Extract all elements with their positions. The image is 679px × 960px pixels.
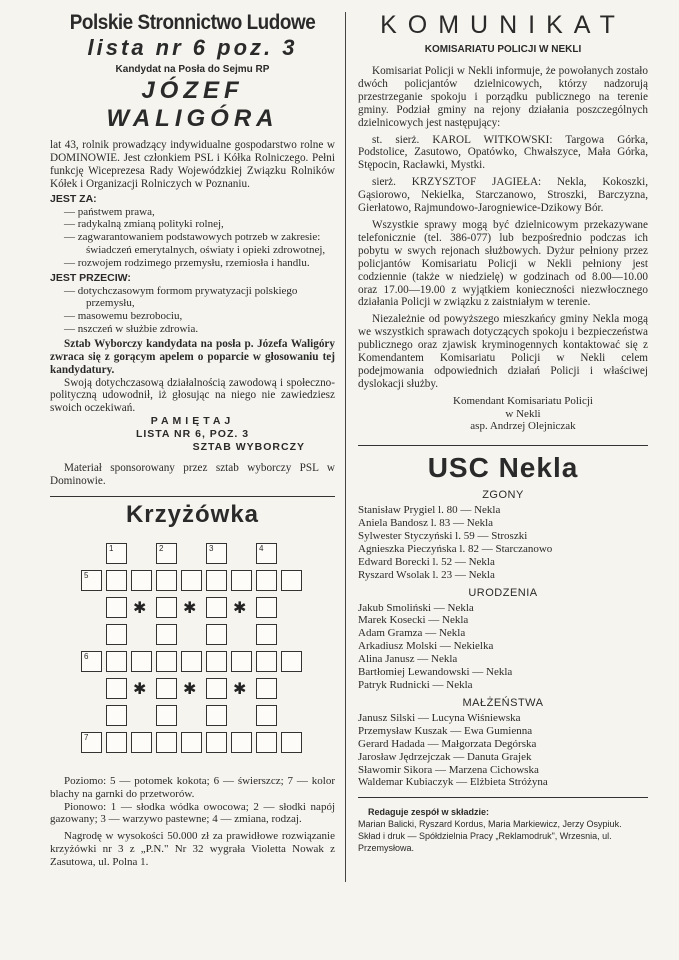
cell-number: 7 [84,733,89,743]
list-item: — zagwarantowaniem podstawowych potrzeb w zakresie: świadczeń emerytalnych, oświaty i opieki zdrowotnej, [64,231,335,257]
komunikat-p3: sierż. KRZYSZTOF JAGIEŁA: Nekla, Kokoszki, Gąsiorowo, Nekielka, Starczanowo, Stroszki, Barczyzna, Gierłatowo, Rajmundowo-Jarogniewice-Dzikowy Bór. [358,176,648,215]
list-item: — nszczeń w służbie zdrowia. [64,323,335,336]
crossword-cell[interactable] [281,732,302,753]
signature-line-1: Komendant Komisariatu Policji [453,394,593,407]
column-divider [345,12,346,882]
crossword-cell[interactable] [206,597,227,618]
crossword-cell[interactable] [206,624,227,645]
crossword-cell[interactable] [206,705,227,726]
komunikat-subtitle: KOMISARIATU POLICJI W NEKLI [424,44,582,55]
signature-line-3: asp. Andrzej Olejniczak [470,420,576,433]
prize-note: Nagrodę w wysokości 50.000 zł za prawidłowe rozwiązanie krzyżówki nr 3 z „P.N." Nr 32 wygrała Violetta Nowak z Zasutowa, ul. Polna 1. [50,830,335,868]
list-item: Edward Borecki l. 52 — Nekla [358,555,495,568]
crossword-cell[interactable] [81,732,102,753]
crossword-cell[interactable] [206,543,227,564]
crossword-cell[interactable] [156,624,177,645]
crossword-cell[interactable] [106,570,127,591]
appeal-text: Sztab Wyborczy kandydata na posła p. Józefa Waligóry zwraca się z gorącym apelem o poparcie w głosowaniu tej kandydatury. [50,337,335,376]
list-item: Jakub Smoliński — Nekla [358,601,474,614]
list-item: Marek Kosecki — Nekla [358,614,469,627]
crossword-cell[interactable] [156,597,177,618]
footer-names: Marian Balicki, Ryszard Kordus, Maria Markiewicz, Jerzy Osypiuk. [358,819,622,830]
crossword-title: Krzyżówka [125,501,260,529]
list-item: Arkadiusz Molski — Nekielka [358,640,494,653]
crossword-cell[interactable] [206,678,227,699]
pamietaj-label: PAMIĘTAJ [150,415,235,428]
right-column [358,10,648,854]
candidate-bio: lat 43, rolnik prowadzący indywidualne gospodarstwo rolne w DOMINOWIE. Jest członkiem PSL i Kółka Rolniczego. Pełni funkcję Wiceprezesa Rady Wojewódzkiej Związku Rolników Kółek i Organizacji Rolniczych w Poznaniu. [50,139,335,190]
komunikat-title: KOMUNIKAT [380,11,626,39]
jest-przeciw-heading: JEST PRZECIW: [50,271,131,284]
clue-poziomo: Poziomo: 5 — potomek kokota; 6 — świerszcz; 7 — kolor blachy na garnki do przetworów. [50,775,335,800]
crossword-cell[interactable] [156,570,177,591]
crossword-cell[interactable] [106,624,127,645]
crossword-cell[interactable] [256,570,277,591]
list-item: — dotychczasowym formom prywatyzacji polskiego przemysłu, [64,285,335,311]
list-item: Przemysław Kuszak — Ewa Gumienna [358,724,533,737]
lista-nr-label: LISTA NR 6, POZ. 3 [135,428,250,441]
crossword-cell[interactable] [131,732,152,753]
cell-number: 5 [84,571,89,581]
komunikat-p5: Niezależnie od powyższego mieszkańcy gminy Nekla mogą we wszystkich sprawach dotyczących spokoju i bezpieczeństwa publicznego oraz zjawisk kryminogennych kontaktować się z Komendantem Komisariatu Policji w Nekli celem podejmowania odpowiednich działań Policji i właściwej dyslokacji służby. [358,313,648,390]
section-rule [358,445,648,446]
footer-heading: Redaguje zespół w składzie: [368,807,490,818]
list-item: Waldemar Kubiaczyk — Elżbieta Stróżyna [358,776,548,789]
crossword-cell[interactable] [131,570,152,591]
sztab-label: SZTAB WYBORCZY [192,441,305,454]
crossword-cell[interactable] [206,732,227,753]
usc-title: USC Nekla [427,452,579,484]
cell-number: 6 [84,652,89,662]
editorial-footer [358,806,648,854]
crossword-cell[interactable] [156,678,177,699]
list-item: Jarosław Jędrzejczak — Danuta Grajek [358,750,532,763]
crossword-cell[interactable] [256,624,277,645]
candidate-name: JÓZEF WALIGÓRA [106,77,279,132]
komunikat-p1: Komisariat Policji w Nekli informuje, że powołanych zostało dwóch policjantów dzielnicowych, którzy nadzorują przestrzeganie spokoju i porządku publicznego na terenie gminy. Podział gminy na rejony działania poszczególnych dzielnicowych jest następujący: [358,65,648,129]
crossword-cell[interactable] [231,570,252,591]
list-item: Gerard Hadada — Małgorzata Degórska [358,737,537,750]
komunikat-p4: Wszystkie sprawy mogą być dzielnicowym przekazywane telefonicznie (tel. 386-077) lub bezpośrednio podczas ich pobytu w swych rejonach służbowych. Dyżur pełniony przez policjantów Komisariatu Policji w Nekli pełniony jest codziennie (także w niedzielę) w godzinach od 8.00—10.00 oraz 17.00—19.00 z wyjątkiem konieczności niezwłocznego działania Policji w związku z zaistniałym w terenie. [358,218,648,309]
crossword-cell[interactable] [181,570,202,591]
crossword-cell[interactable] [156,543,177,564]
list-item: Ryszard Wsolak l. 23 — Nekla [358,568,495,581]
signature-line-2: w Nekli [505,407,541,420]
list-item: — masowemu bezrobociu, [64,310,335,323]
crossword-cell[interactable] [156,651,177,672]
crossword-cell[interactable] [231,732,252,753]
list-item: Patryk Rudnicki — Nekla [358,679,473,692]
list-item: Aniela Bandosz l. 83 — Nekla [358,517,494,530]
crossword-cell[interactable] [156,732,177,753]
crossword-cell[interactable] [81,651,102,672]
urodzenia-heading: URODZENIA [468,586,538,599]
crossword-cell[interactable] [281,570,302,591]
psl-title: Polskie Stronnictwo Ludowe [69,11,316,34]
crossword-cell[interactable] [256,705,277,726]
list-item: — rozwojem rodzimego przemysłu, rzemiosła i handlu. [64,257,335,270]
malzenstwa-heading: MAŁŻEŃSTWA [462,696,544,709]
crossword-cell[interactable] [256,732,277,753]
crossword-grid [81,543,301,761]
crossword-cell[interactable] [106,678,127,699]
crossword-cell[interactable] [256,597,277,618]
list-item: — radykalną zmianą polityki rolnej, [64,218,335,231]
crossword-cell[interactable] [281,651,302,672]
crossword-cell[interactable] [156,705,177,726]
section-rule [50,496,335,497]
crossword-cell[interactable] [206,570,227,591]
asterisk-mark: ✱ [233,679,247,699]
crossword-cell[interactable] [106,543,127,564]
list-item: Adam Gramza — Nekla [358,627,466,640]
crossword-cell[interactable] [106,597,127,618]
jest-za-heading: JEST ZA: [50,192,97,205]
cell-number: 3 [209,544,214,554]
crossword-cell[interactable] [106,732,127,753]
candidate-line: Kandydat na Posła do Sejmu RP [115,64,270,75]
zgony-list [358,504,648,581]
jest-za-list [50,206,335,270]
list-item: — państwem prawa, [64,206,335,219]
list-item: Sławomir Sikora — Marzena Cichowska [358,763,539,776]
cell-number: 2 [159,544,164,554]
crossword-cell[interactable] [81,570,102,591]
list-item: Stanisław Prygiel l. 80 — Nekla [358,504,501,517]
crossword-cell[interactable] [106,651,127,672]
asterisk-mark: ✱ [233,598,247,618]
crossword-clues [50,775,335,869]
crossword-cell[interactable] [206,651,227,672]
list-item: Janusz Silski — Lucyna Wiśniewska [358,711,521,724]
section-rule [358,797,648,798]
asterisk-mark: ✱ [133,679,147,699]
footer-print: Skład i druk — Spółdzielnia Pracy „Reklamodruk", Wrzesnia, ul. Przemysłowa. [358,831,612,854]
crossword-cell[interactable] [256,543,277,564]
list-item: Agnieszka Pieczyńska l. 82 — Starczanowo [358,542,553,555]
crossword-cell[interactable] [131,651,152,672]
asterisk-mark: ✱ [183,679,197,699]
asterisk-mark: ✱ [133,598,147,618]
crossword-cell[interactable] [181,651,202,672]
list-item: Sylwester Styczyński l. 59 — Stroszki [358,529,528,542]
crossword-cell[interactable] [256,678,277,699]
crossword-cell[interactable] [256,651,277,672]
sponsor-note: Materiał sponsorowany przez sztab wyborczy PSL w Dominowie. [50,462,335,488]
left-column [50,10,335,869]
asterisk-mark: ✱ [183,598,197,618]
crossword-cell[interactable] [181,732,202,753]
urodzenia-list [358,602,648,692]
zgony-heading: ZGONY [482,489,524,502]
cell-number: 4 [259,544,264,554]
komunikat-p2: st. sierż. KAROL WITKOWSKI: Targowa Górka, Podstolice, Zasutowo, Opatówko, Chwałszyce, Mała Górka, Stępocin, Racławki, Mystki. [358,133,648,172]
crossword-cell[interactable] [231,651,252,672]
crossword-cell[interactable] [106,705,127,726]
jest-przeciw-list [50,285,335,336]
appeal-text-2: Swoją dotychczasową działalnością zawodową i społeczno-polityczną udowodnił, iż głosując na niego nie zawiedziesz swoich oczekiwań. [50,376,335,415]
clue-pionowo: Pionowo: 1 — słodka wódka owocowa; 2 — słodki napój gazowany; 3 — warzywo pastewne; 4 — zmiana, rodzaj. [50,800,335,826]
cell-number: 1 [109,544,114,554]
list-item: Alina Janusz — Nekla [358,653,458,666]
list-item: Bartłomiej Lewandowski — Nekla [358,666,513,679]
malzenstwa-list [358,712,648,789]
list-title: lista nr 6 poz. 3 [87,35,298,60]
